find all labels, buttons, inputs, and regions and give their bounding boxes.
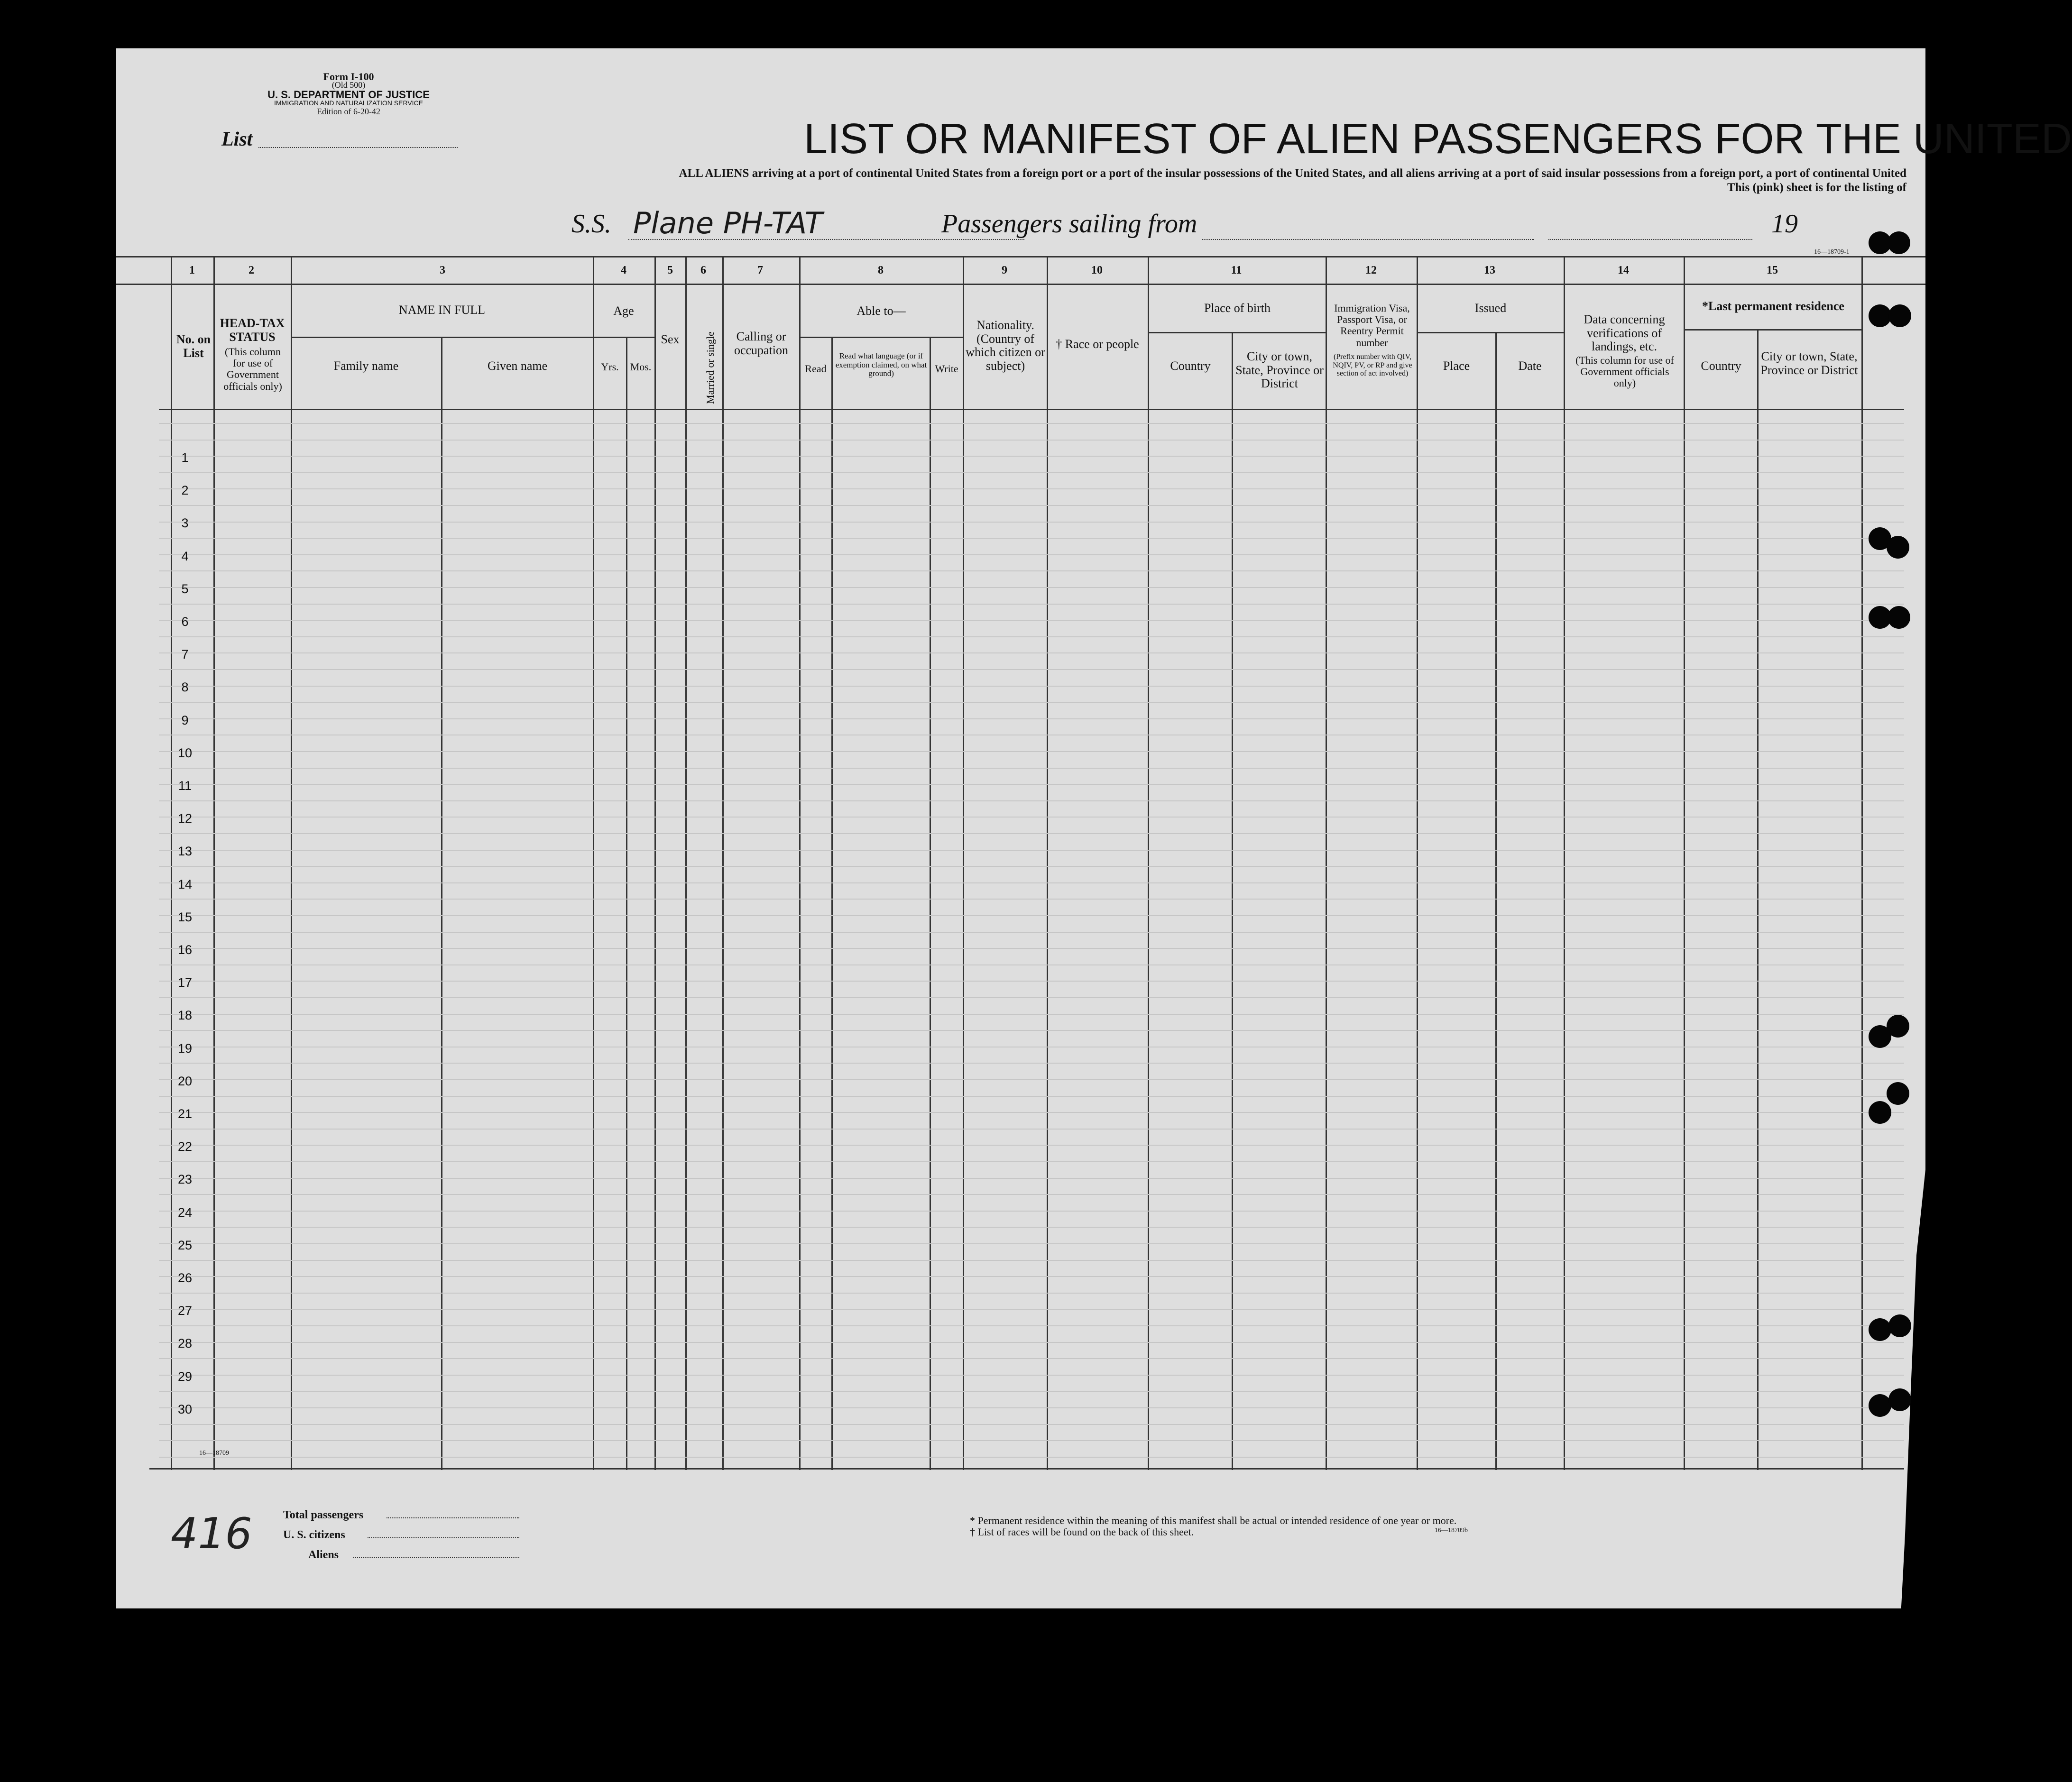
form-code-right: 16—18709-1 [1814,248,1850,256]
col-line-2 [213,256,215,1470]
row-number: 7 [181,647,189,662]
hdr-able-to: Able to— [856,304,906,318]
ruled-line [159,1342,1904,1343]
sailing-from-field[interactable] [1202,239,1534,240]
total-passengers-field[interactable] [387,1517,519,1518]
ruled-line [159,505,1904,506]
col-line-11b [1232,332,1233,1470]
ruled-line [159,932,1904,933]
row-number: 11 [178,779,192,793]
colnum-7: 7 [757,264,763,276]
colnum-rule [116,284,1925,285]
row-number: 21 [177,1107,193,1121]
form-dept: U. S. DEPARTMENT OF JUSTICE [267,89,430,101]
hdr-yrs: Yrs. [601,361,619,373]
page-title: LIST OR MANIFEST OF ALIEN PASSENGERS FOR THE UNITED [804,115,2072,163]
hdr-data-concerning: Data concerning verifications of landings, etc. [1584,312,1665,354]
ruled-line [159,1440,1904,1441]
colnum-14: 14 [1618,264,1629,276]
year-prefix: 19 [1771,209,1798,239]
col-line-8c [930,337,931,1470]
form-old: (Old 500) [332,80,366,90]
ruled-line [159,488,1904,489]
ruled-line [159,702,1904,703]
header-bottom-rule [159,409,1904,410]
ruled-line [159,1358,1904,1359]
vessel-handwritten[interactable]: Plane PH-TAT [633,206,823,240]
ruled-line [159,1391,1904,1392]
form-service: IMMIGRATION AND NATURALIZATION SERVICE [274,99,423,107]
ruled-line [159,964,1904,965]
colnum-12: 12 [1365,264,1377,276]
ruled-line [159,1063,1904,1064]
ruled-line [159,620,1904,621]
ruled-line [159,1194,1904,1195]
col-line-3 [291,256,292,1470]
hdr-head-tax-note: (This column for use of Government officials only) [223,346,282,392]
row-number: 22 [177,1139,193,1154]
row-number: 2 [181,483,189,498]
ruled-line [159,1145,1904,1146]
hdr-calling: Calling or occupation [734,330,789,357]
colnum-1: 1 [189,264,195,276]
form-edition: Edition of 6-20-42 [317,107,380,116]
residence-sub-rule [1684,329,1861,331]
hdr-name-in-full: NAME IN FULL [399,303,485,317]
ruled-line [159,522,1904,523]
hdr-head-tax: HEAD-TAX STATUS [220,316,285,344]
col-line-1 [171,256,172,1470]
row-number: 29 [177,1369,193,1384]
ruled-line [159,554,1904,555]
sailing-date-field[interactable] [1548,239,1752,240]
ruled-line [159,570,1904,571]
subtitle-line2: This (pink) sheet is for the listing of [1727,181,1906,194]
row-number: 20 [177,1074,193,1088]
footnote-code: 16—18709b [1435,1527,1468,1534]
ruled-line [159,817,1904,818]
ruled-line [159,1112,1904,1113]
row-number: 23 [177,1172,193,1187]
col-line-5 [654,256,656,1470]
row-number: 15 [177,909,193,924]
total-passengers-label: Total passengers [283,1509,364,1521]
row-number: 17 [177,975,193,990]
able-sub-rule [799,337,963,338]
col-line-14 [1564,256,1565,1470]
ruled-line [159,800,1904,801]
ruled-line [159,1096,1904,1097]
form-code: 16—18709 [199,1450,229,1457]
hdr-city2: City or town, State, Province or District [1760,349,1858,377]
ruled-line [159,948,1904,949]
hdr-data-note: (This column for use of Government officials only) [1575,354,1674,389]
ruled-line [159,1260,1904,1261]
row-number: 3 [181,516,189,531]
col-line-12 [1326,256,1327,1470]
ruled-line [159,636,1904,637]
hdr-country2: Country [1701,359,1741,373]
row-number: 6 [181,615,189,629]
ruled-line [159,686,1904,687]
ruled-line [159,833,1904,834]
table-top-rule [116,256,1925,257]
ruled-line [159,538,1904,539]
ruled-line [159,423,1904,424]
col-line-7 [722,256,724,1470]
colnum-6: 6 [700,264,706,276]
hdr-nationality: Nationality. (Country of which citizen or subject) [966,318,1045,373]
ruled-line [159,768,1904,769]
age-sub-rule [593,337,654,338]
row-number: 5 [181,581,189,596]
ruled-line [159,1030,1904,1031]
punch-hole [1869,1394,1891,1417]
punch-hole [1888,231,1910,254]
issued-sub-rule [1417,332,1564,333]
hdr-race: † Race or people [1056,337,1139,351]
punch-hole [1887,536,1909,559]
hdr-write: Write [935,363,958,375]
ruled-line [159,587,1904,588]
col-line-8 [799,256,801,1470]
row-number: 4 [181,549,189,563]
ruled-line [159,882,1904,883]
colnum-3: 3 [440,264,445,276]
row-number: 30 [177,1402,193,1416]
col-line-8b [831,337,833,1470]
row-number: 25 [177,1238,193,1252]
punch-hole [1869,1318,1891,1341]
colnum-13: 13 [1484,264,1495,276]
colnum-5: 5 [667,264,673,276]
punch-hole [1888,1314,1911,1337]
hdr-city: City or town, State, Province or District [1235,349,1324,391]
hdr-date: Date [1518,359,1542,373]
col-line-15 [1684,256,1685,1470]
row-number: 18 [177,1008,193,1023]
hdr-visa-note: (Prefix number with QIV, NQIV, PV, or RP and give section of act involved) [1333,353,1412,378]
hdr-read-lang: Read what language (or if exemption claimed, on what ground) [835,351,927,378]
ruled-line [159,915,1904,916]
row-number: 10 [177,745,193,760]
sailing-label: Passengers sailing from [941,209,1197,239]
ruled-line [159,1375,1904,1376]
punch-hole [1888,304,1911,327]
punch-hole [1887,1015,1909,1038]
hdr-issued: Issued [1474,301,1507,315]
subtitle-line1: ALL ALIENS arriving at a port of continental United States from a foreign port or a port of the insular possessions of the United States, and all aliens arriving at a port of said insular possessions from a foreign port, a port of continental United [679,167,1906,180]
hdr-age: Age [613,304,634,318]
aliens-field[interactable] [353,1557,519,1558]
colnum-11: 11 [1231,264,1242,276]
colnum-8: 8 [878,264,884,276]
ruled-line [159,1276,1904,1277]
ruled-line [159,1325,1904,1326]
punch-hole [1869,1101,1891,1124]
ruled-line [159,997,1904,998]
row-number: 13 [177,844,193,859]
row-number: 9 [181,713,189,727]
colnum-2: 2 [249,264,254,276]
hdr-place-of-birth: Place of birth [1204,301,1271,315]
punch-hole [1888,606,1910,629]
footnote-residence: * Permanent residence within the meaning of this manifest shall be actual or intended residence of one year or more. [970,1515,1457,1526]
ruled-line [159,472,1904,473]
ruled-line [159,1243,1904,1244]
hdr-no-on-list: No. on List [176,332,211,360]
colnum-10: 10 [1091,264,1103,276]
row-number: 1 [181,450,189,465]
ruled-line [159,899,1904,900]
ruled-line [159,1211,1904,1212]
col-line-9 [963,256,964,1470]
ruled-line [159,866,1904,867]
ruled-line [159,669,1904,670]
hdr-given-name: Given name [487,359,548,373]
footnote-races: † List of races will be found on the back of this sheet. [970,1526,1194,1538]
handwritten-number: 416 [171,1509,252,1559]
ruled-line [159,718,1904,719]
punch-hole [1888,1388,1911,1411]
manifest-sheet [116,48,2072,1608]
us-citizens-label: U. S. citizens [283,1529,345,1541]
ruled-line [159,1457,1904,1458]
row-number: 27 [177,1304,193,1318]
col-line-13b [1495,332,1497,1470]
col-line-6 [685,256,687,1470]
birth-sub-rule [1148,332,1326,333]
ruled-line [159,1309,1904,1310]
row-number: 16 [177,943,193,957]
list-label: List [221,129,253,150]
punch-hole [1869,304,1891,327]
ruled-line [159,1407,1904,1408]
col-line-4 [593,256,594,1470]
list-field[interactable] [258,147,458,148]
punch-hole [1887,1082,1909,1105]
hdr-visa: Immigration Visa, Passport Visa, or Reentry Permit number [1334,302,1410,349]
row-number: 8 [181,680,189,695]
col-line-11 [1148,256,1149,1470]
hdr-sex: Sex [661,332,680,346]
ruled-line [159,456,1904,457]
col-line-13 [1417,256,1418,1470]
vessel-prefix: S.S. [571,209,611,239]
hdr-mos: Mos. [630,361,652,373]
colnum-15: 15 [1767,264,1778,276]
ruled-line [159,440,1904,441]
aliens-label: Aliens [308,1549,339,1561]
ruled-line [159,981,1904,982]
row-number: 24 [177,1205,193,1220]
ruled-line [159,1129,1904,1130]
ruled-line [159,1424,1904,1425]
hdr-read: Read [805,363,827,375]
col-line-16 [1861,256,1863,1470]
hdr-place: Place [1443,359,1470,373]
row-number: 28 [177,1336,193,1351]
ruled-line [159,784,1904,785]
ruled-line [159,850,1904,851]
ruled-line [159,1293,1904,1294]
colnum-4: 4 [621,264,626,276]
ruled-line [159,604,1904,605]
hdr-last-residence: *Last permanent residence [1702,299,1844,313]
col-line-4b [626,337,627,1470]
name-sub-rule [291,337,593,338]
row-number: 19 [177,1041,193,1056]
ruled-line [159,1227,1904,1228]
form-number: Form I-100 [323,71,374,83]
row-number: 12 [177,811,193,826]
torn-edge [1899,760,2042,1661]
colnum-9: 9 [1002,264,1007,276]
ruled-line [159,1014,1904,1015]
col-line-3b [441,337,442,1470]
hdr-family-name: Family name [333,359,399,373]
vessel-underline [628,239,1024,240]
hdr-country: Country [1170,359,1211,373]
table-bottom-rule [149,1468,1904,1470]
col-line-10 [1047,256,1048,1470]
us-citizens-field[interactable] [368,1537,519,1538]
ruled-line [159,1079,1904,1080]
ruled-line [159,1178,1904,1179]
row-number: 14 [177,877,193,891]
row-number: 26 [177,1271,193,1285]
ruled-line [159,652,1904,653]
ruled-line [159,1161,1904,1162]
hdr-married: Married or single [704,331,716,404]
ruled-line [159,751,1904,752]
